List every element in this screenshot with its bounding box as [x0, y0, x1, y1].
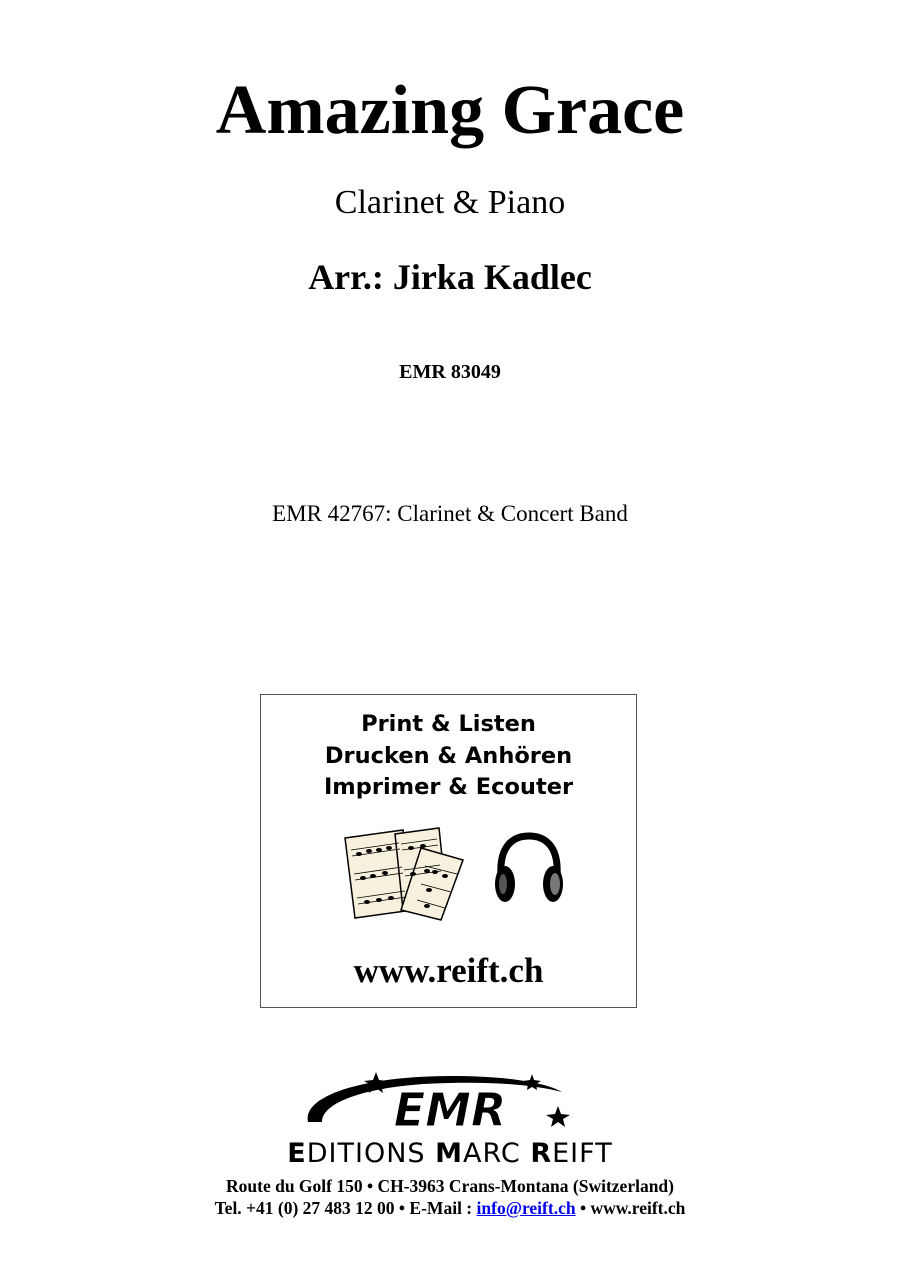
publisher-word-ditions: DITIONS: [306, 1138, 436, 1169]
email-link[interactable]: info@reift.ch: [476, 1198, 576, 1218]
related-edition: EMR 42767: Clarinet & Concert Band: [272, 501, 628, 526]
publisher-word-eift: EIFT: [552, 1138, 613, 1169]
print-listen-box: [260, 694, 637, 1008]
publisher-word-arc: ARC: [463, 1138, 531, 1169]
catalog-number: EMR 83049: [399, 361, 501, 383]
subtitle-instrumentation: Clarinet & Piano: [334, 184, 566, 221]
publisher-initial-e: E: [287, 1138, 307, 1169]
publisher-initial-m: M: [435, 1138, 463, 1169]
promo-line-en: Print & Listen: [361, 711, 536, 737]
contact-tel: Tel. +41 (0) 27 483 12 00 • E-Mail :: [214, 1198, 477, 1218]
promo-line-de: Drucken & Anhören: [324, 742, 573, 769]
publisher-initial-r: R: [530, 1138, 553, 1169]
promo-website[interactable]: www.reift.ch: [353, 951, 544, 990]
promo-lines: [261, 709, 636, 804]
publisher-name: [0, 1138, 900, 1169]
sheet-music-icon: [341, 826, 467, 922]
arranger: Arr.: Jirka Kadlec: [308, 257, 592, 297]
headphones-icon: [493, 832, 565, 908]
title: Amazing Grace: [215, 72, 685, 149]
logo-text: EMR: [393, 1083, 507, 1137]
promo-line-fr: Imprimer & Ecouter: [323, 774, 574, 800]
emr-logo-icon: [300, 1070, 580, 1138]
publisher-address: Route du Golf 150 • CH-3963 Crans-Montana (Switzerland): [226, 1176, 674, 1196]
contact-web[interactable]: • www.reift.ch: [575, 1198, 686, 1218]
publisher-contact: [0, 1198, 900, 1219]
